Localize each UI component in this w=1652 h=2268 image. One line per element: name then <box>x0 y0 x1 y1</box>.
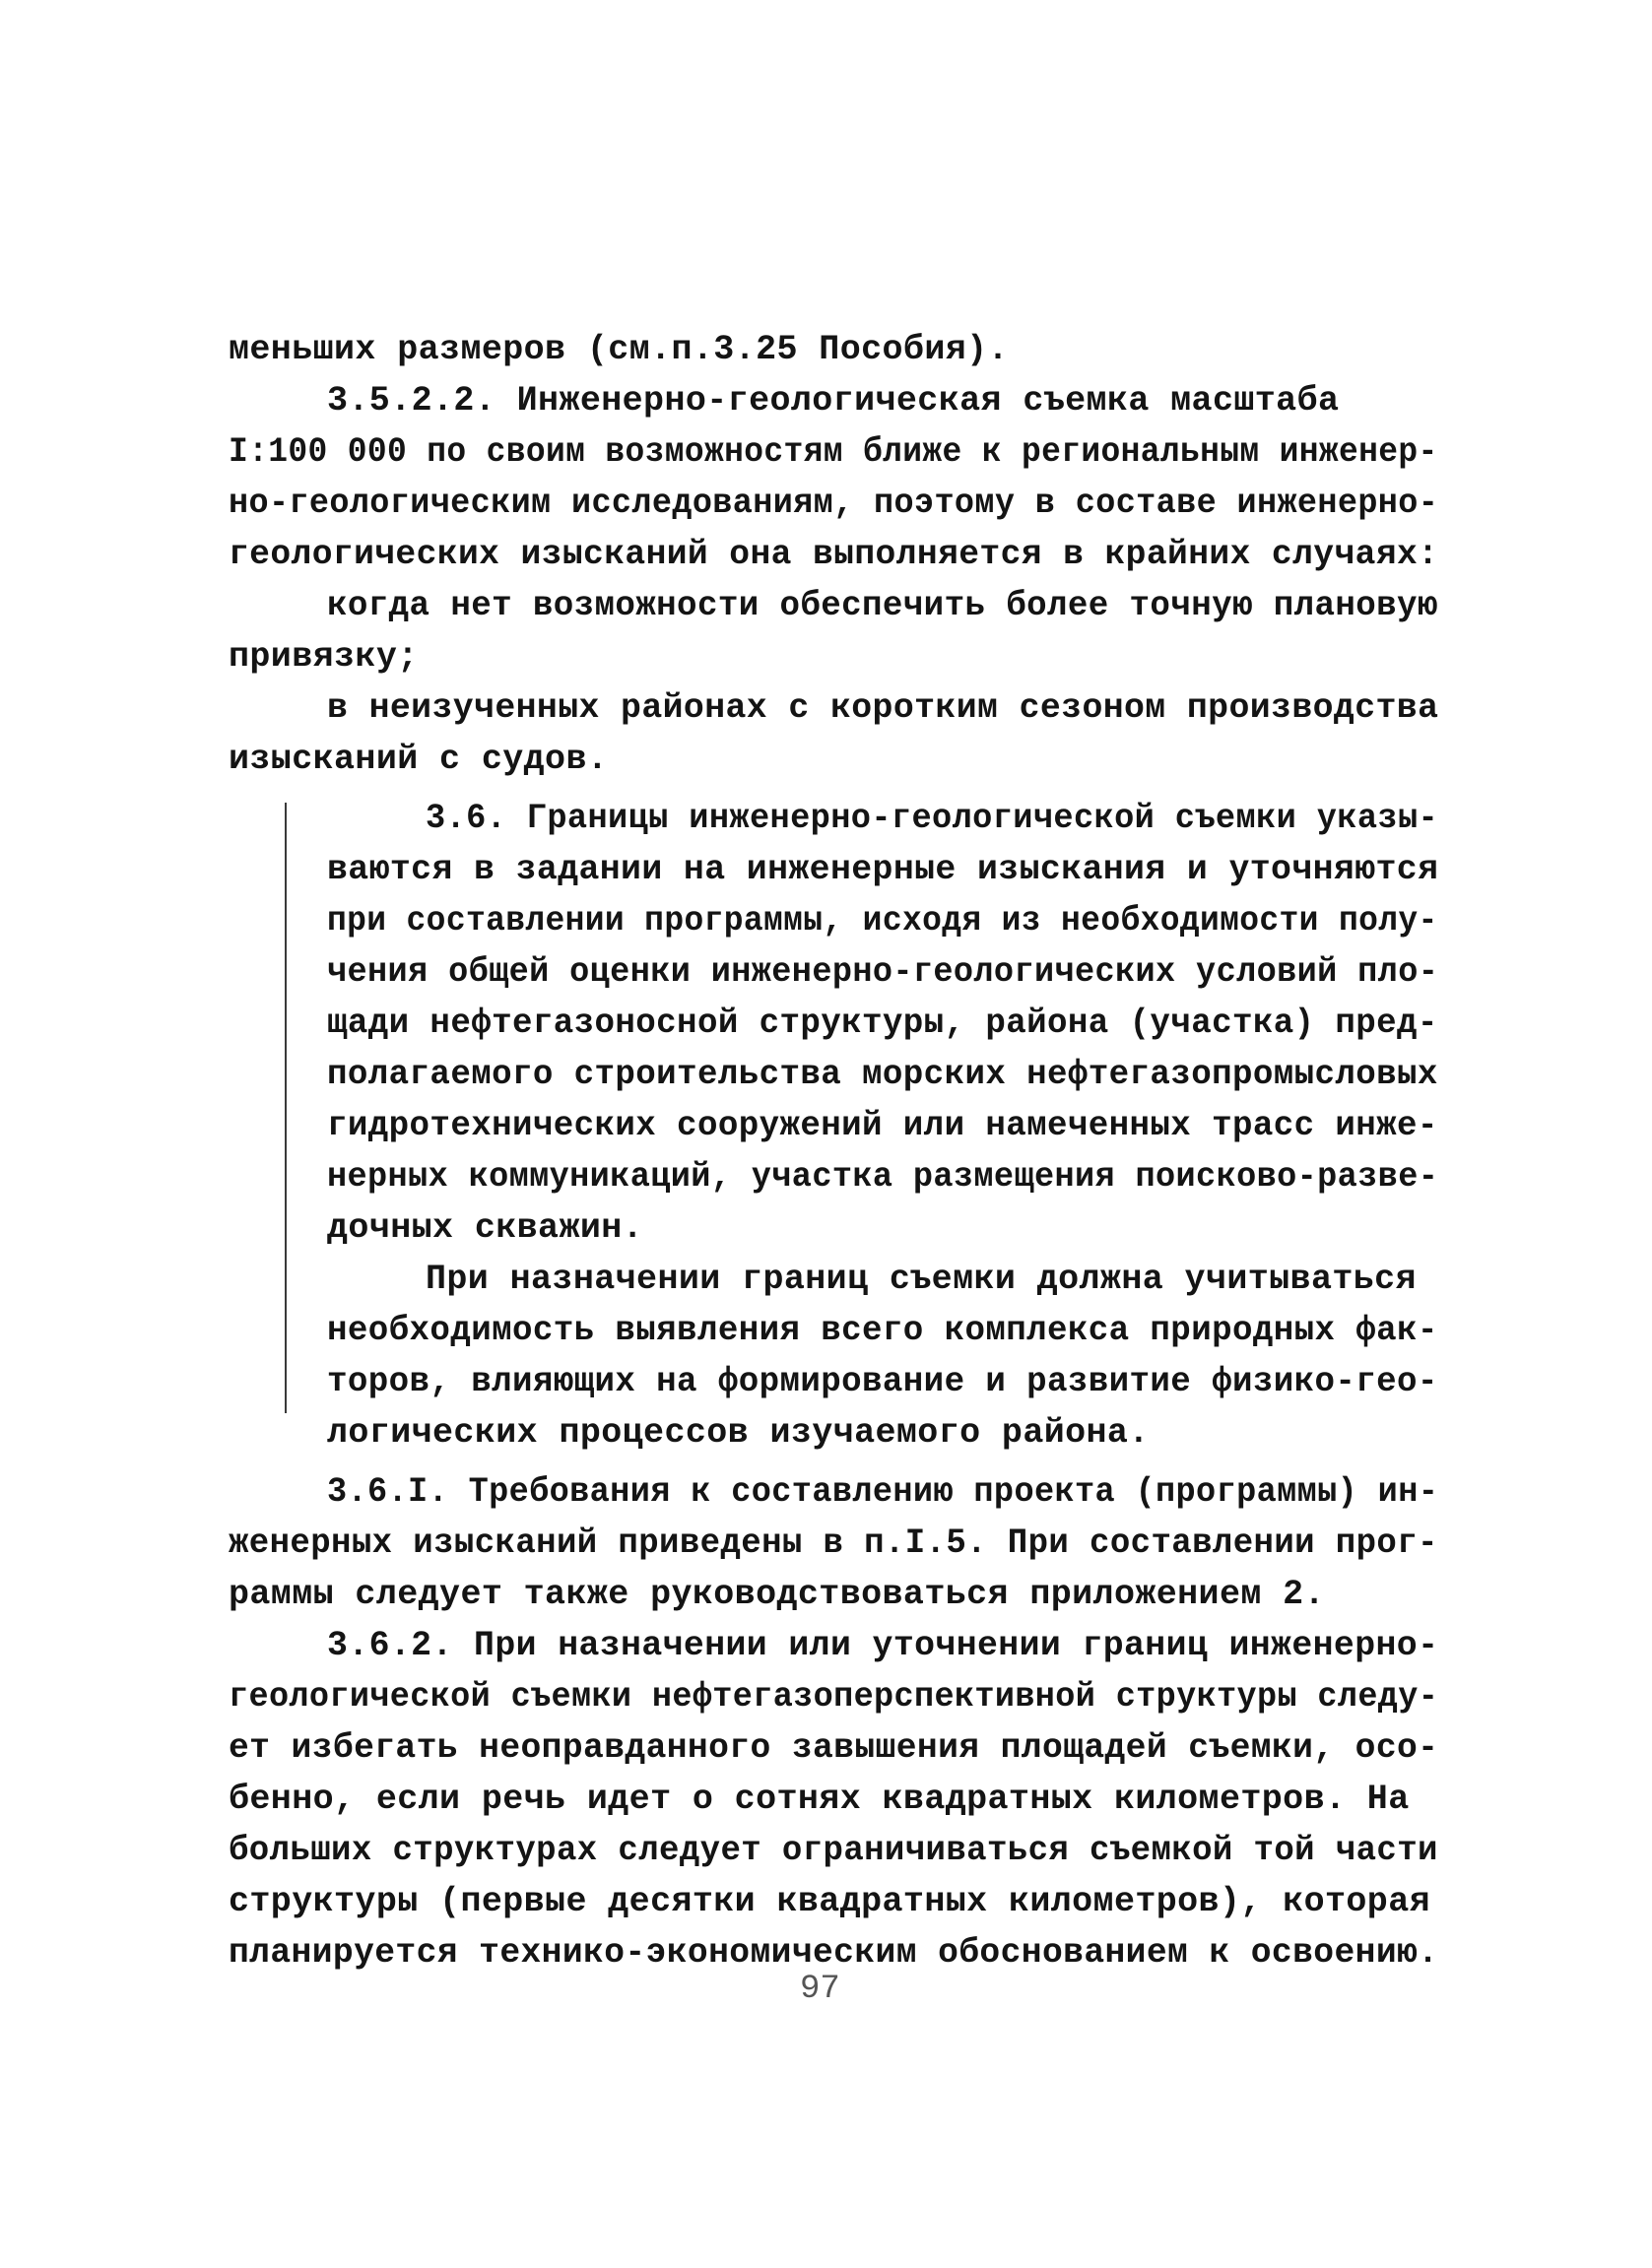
text-line: женерных изысканий приведены в п.I.5. При составлении прог- <box>229 1523 1438 1563</box>
text-line: бенно, если речь идет о сотнях квадратных километров. На <box>229 1780 1410 1819</box>
text-line: привязку; <box>229 637 419 677</box>
text-line: планируется технико-экономическим обоснованием к освоению. <box>229 1933 1439 1973</box>
text-line: геологических изысканий она выполняется в крайних случаях: <box>229 535 1439 574</box>
text-line: меньших размеров (см.п.3.25 Пособия). <box>229 330 1009 369</box>
text-line: 3.5.2.2. Инженерно-геологическая съемка масштаба <box>327 381 1340 421</box>
text-line: изысканий с судов. <box>229 740 609 779</box>
text-line: больших структурах следует ограничиваться съемкой той части <box>229 1831 1438 1870</box>
text-line: но-геологическим исследованиям, поэтому в составе инженерно- <box>229 484 1439 523</box>
text-line: ваются в задании на инженерные изыскания и уточняются <box>327 850 1439 889</box>
text-line: 3.6.2. При назначении или уточнении границ инженерно- <box>327 1626 1439 1665</box>
text-line: При назначении границ съемки должна учитываться <box>426 1260 1417 1299</box>
text-line: логических процессов изучаемого района. <box>327 1413 1150 1453</box>
text-line: при составлении программы, исходя из необходимости полу- <box>327 901 1438 940</box>
text-line: чения общей оценки инженерно-геологических условий пло- <box>327 952 1439 992</box>
text-line: дочных скважин. <box>327 1208 644 1248</box>
text-line: раммы следует также руководствоваться приложением 2. <box>229 1575 1325 1614</box>
text-line: полагаемого строительства морских нефтегазопромысловых <box>327 1055 1438 1094</box>
text-line: когда нет возможности обеспечить более точную плановую <box>327 586 1438 625</box>
text-line: геологической съемки нефтегазоперспективной структуры следу- <box>229 1677 1439 1717</box>
margin-revision-line <box>285 803 287 1413</box>
text-line: гидротехнических сооружений или намеченных трасс инже- <box>327 1106 1438 1145</box>
text-line: структуры (первые десятки квадратных километров), которая <box>229 1882 1430 1921</box>
text-line: 3.6.I. Требования к составлению проекта (программы) ин- <box>327 1472 1439 1512</box>
text-line: ет избегать неоправданного завышения площадей съемки, осо- <box>229 1728 1439 1768</box>
text-line: торов, влияющих на формирование и развитие физико-гео- <box>327 1362 1438 1401</box>
text-line: щади нефтегазоносной структуры, района (участка) пред- <box>327 1004 1438 1043</box>
text-line: 3.6. Границы инженерно-геологической съемки указы- <box>426 799 1439 838</box>
text-line: необходимость выявления всего комплекса природных фак- <box>327 1311 1438 1350</box>
page-number: 97 <box>800 1971 840 2008</box>
text-line: I:100 000 по своим возможностям ближе к региональным инженер- <box>229 432 1438 472</box>
text-line: нерных коммуникаций, участка размещения поисково-разве- <box>327 1157 1439 1197</box>
text-line: в неизученных районах с коротким сезоном производства <box>327 688 1439 728</box>
